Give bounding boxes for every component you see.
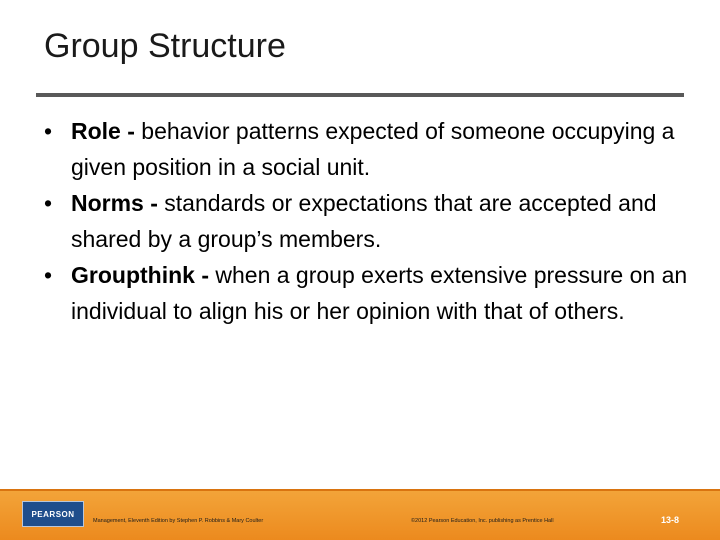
footer-bar bbox=[0, 489, 720, 540]
bullet-term: Norms - bbox=[71, 190, 158, 216]
slide-title: Group Structure bbox=[44, 27, 286, 65]
bullet-marker: • bbox=[44, 118, 53, 144]
copyright-notice: ©2012 Pearson Education, Inc. publishing as Prentice Hall bbox=[411, 518, 554, 524]
bullet-term: Role - bbox=[71, 118, 135, 144]
bullet-term: Groupthink - bbox=[71, 262, 209, 288]
bullet-text: behavior patterns expected of someone occupying a given position in a social unit. bbox=[71, 118, 675, 180]
logo-text: PEARSON bbox=[31, 509, 75, 519]
bullet-text: when a group exerts extensive pressure on an individual to align his or her opinion with that of others. bbox=[71, 262, 688, 324]
bullet-marker: • bbox=[44, 190, 53, 216]
bullet-text: standards or expectations that are accepted and shared by a group’s members. bbox=[71, 190, 657, 252]
title-divider bbox=[36, 93, 684, 97]
bullet-marker: • bbox=[44, 262, 53, 288]
bullet-list bbox=[44, 113, 694, 329]
bullet-item-groupthink bbox=[44, 257, 694, 329]
slide-number: 13-8 bbox=[661, 515, 680, 525]
bullet-item-norms bbox=[44, 185, 694, 257]
book-credit: Management, Eleventh Edition by Stephen P. Robbins & Mary Coulter bbox=[93, 518, 264, 524]
pearson-logo bbox=[22, 501, 84, 527]
footer-divider bbox=[0, 489, 720, 491]
bullet-item-role bbox=[44, 113, 694, 185]
